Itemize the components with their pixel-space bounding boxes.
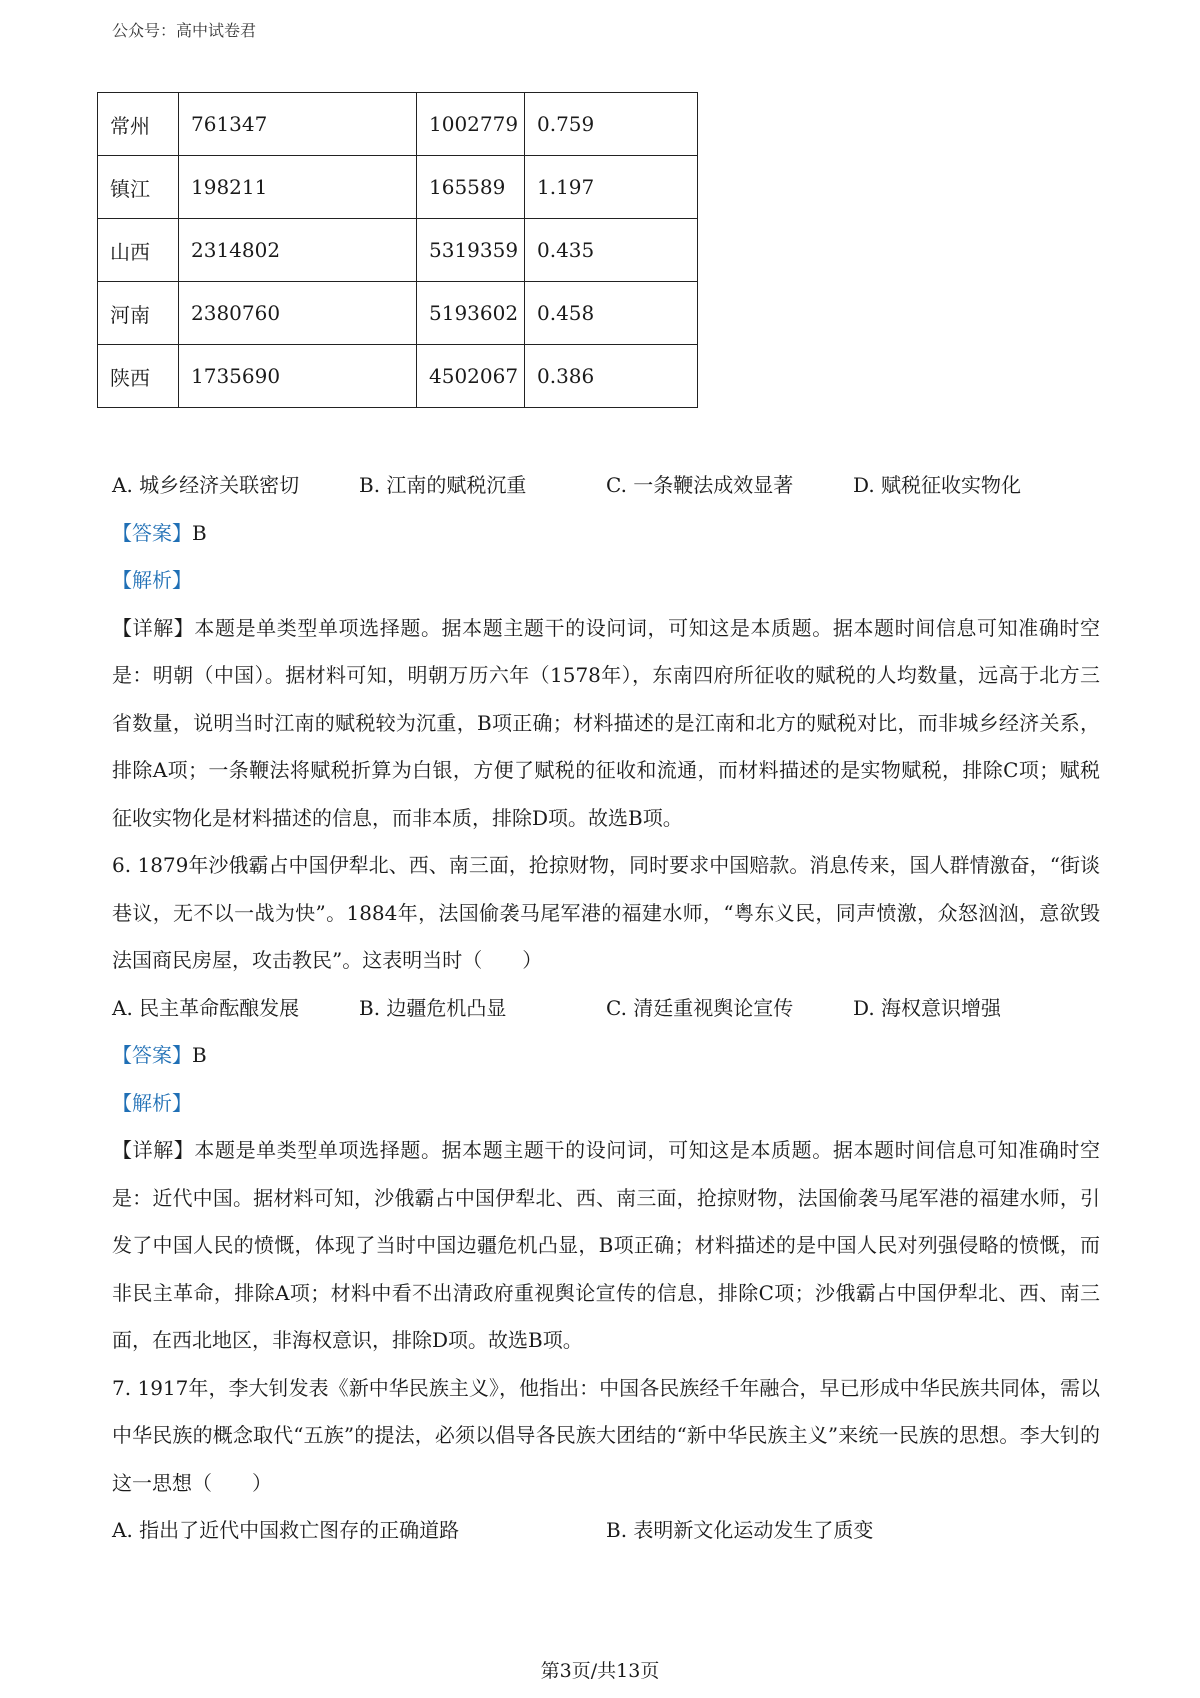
q6-answer-tag: 【答案】 xyxy=(112,1043,192,1067)
table-cell: 2380760 xyxy=(179,282,417,345)
q6-analysis xyxy=(112,1080,1100,1128)
table-cell: 河南 xyxy=(98,282,179,345)
table-cell: 1735690 xyxy=(179,345,417,408)
q5-answer-tag: 【答案】 xyxy=(112,520,192,545)
main-content xyxy=(112,462,1100,1555)
q6-answer-value: B xyxy=(192,1043,207,1067)
data-table xyxy=(97,92,698,408)
q6-analysis-tag: 【解析】 xyxy=(112,1090,192,1115)
q6-detail xyxy=(112,1127,1100,1365)
q6-option-a: A. 民主革命酝酿发展 xyxy=(112,995,300,1020)
table-row xyxy=(98,345,698,408)
table-cell: 165589 xyxy=(417,156,525,219)
table-row xyxy=(98,93,698,156)
table-cell: 1.197 xyxy=(525,156,698,219)
source-header: 公众号：高中试卷君 xyxy=(112,21,257,40)
q5-detail-text: 本题是单类型单项选择题。据本题主题干的设问词，可知这是本质题。据本题时间信息可知准确时空是：明朝（中国）。据材料可知，明朝万历六年（1578年），东南四府所征收的赋税的人均数量，远高于北方三省数量，说明当时江南的赋税较为沉重，B项正确；材料描述的是江南和北方的赋税对比，而非城乡经济关系，排除A项；一条鞭法将赋税折算为白银，方便了赋税的征收和流通，而材料描述的是实物赋税，排除C项；赋税征收实物化是材料描述的信息，而非本质，排除D项。故选B项。 xyxy=(112,615,1101,830)
q7-options xyxy=(112,1507,1100,1555)
table-cell: 2314802 xyxy=(179,219,417,282)
table-cell: 常州 xyxy=(98,93,179,156)
q6-option-c: C. 清廷重视舆论宣传 xyxy=(606,995,794,1020)
table-cell: 4502067 xyxy=(417,345,525,408)
table-cell: 761347 xyxy=(179,93,417,156)
table-cell: 198211 xyxy=(179,156,417,219)
q6-options xyxy=(112,985,1100,1033)
table-cell: 0.386 xyxy=(525,345,698,408)
q5-analysis-tag: 【解析】 xyxy=(112,568,192,592)
q6-option-b: B. 边疆危机凸显 xyxy=(359,995,507,1020)
page-number: 第3页/共13页 xyxy=(540,1660,660,1682)
table-cell: 1002779 xyxy=(417,93,525,156)
q5-detail xyxy=(112,605,1100,843)
table-cell: 0.759 xyxy=(525,93,698,156)
table-row xyxy=(98,156,698,219)
table-cell: 5193602 xyxy=(417,282,525,345)
table-cell: 0.458 xyxy=(525,282,698,345)
q5-option-d: D. 赋税征收实物化 xyxy=(853,473,1022,497)
table-cell: 陕西 xyxy=(98,345,179,408)
q7-stem: 7. 1917年，李大钊发表《新中华民族主义》，他指出：中国各民族经千年融合，早已形成中华民族共同体，需以中华民族的概念取代“五族”的提法，必须以倡导各民族大团结的“新中华民族主义”来统一民族的思想。李大钊的这一思想（ ） xyxy=(112,1375,1100,1495)
q6-answer xyxy=(112,1032,1100,1080)
table-cell: 5319359 xyxy=(417,219,525,282)
q5-analysis xyxy=(112,557,1100,605)
q5-option-b: B. 江南的赋税沉重 xyxy=(359,473,527,497)
q6-stem: 6. 1879年沙俄霸占中国伊犁北、西、南三面，抢掠财物，同时要求中国赔款。消息传来，国人群情激奋，“街谈巷议，无不以一战为快”。1884年，法国偷袭马尾军港的福建水师，“粤东义民，同声愤激，众怒汹汹，意欲毁法国商民房屋，攻击教民”。这表明当时（ ） xyxy=(112,853,1100,972)
table-row xyxy=(98,219,698,282)
table-cell: 山西 xyxy=(98,219,179,282)
q5-option-a: A. 城乡经济关联密切 xyxy=(112,473,300,497)
table-cell: 镇江 xyxy=(98,156,179,219)
q6-option-d: D. 海权意识增强 xyxy=(853,995,1002,1020)
q7-option-b: B. 表明新文化运动发生了质变 xyxy=(606,1518,874,1542)
q5-options xyxy=(112,462,1100,510)
q6-detail-text: 本题是单类型单项选择题。据本题主题干的设问词，可知这是本质题。据本题时间信息可知准确时空是：近代中国。据材料可知，沙俄霸占中国伊犁北、西、南三面，抢掠财物，法国偷袭马尾军港的福建水师，引发了中国人民的愤慨，体现了当时中国边疆危机凸显，B项正确；材料描述的是中国人民对列强侵略的愤慨，而非民主革命，排除A项；材料中看不出清政府重视舆论宣传的信息，排除C项；沙俄霸占中国伊犁北、西、南三面，在西北地区，非海权意识，排除D项。故选B项。 xyxy=(112,1138,1101,1352)
q5-option-c: C. 一条鞭法成效显著 xyxy=(606,473,794,497)
table-row xyxy=(98,282,698,345)
q7-option-a: A. 指出了近代中国救亡图存的正确道路 xyxy=(112,1518,460,1542)
q5-detail-tag: 【详解】 xyxy=(112,615,195,640)
table-cell: 0.435 xyxy=(525,219,698,282)
q5-answer-value: B xyxy=(192,520,207,545)
q6-detail-tag: 【详解】 xyxy=(112,1138,195,1162)
q5-answer xyxy=(112,510,1100,558)
